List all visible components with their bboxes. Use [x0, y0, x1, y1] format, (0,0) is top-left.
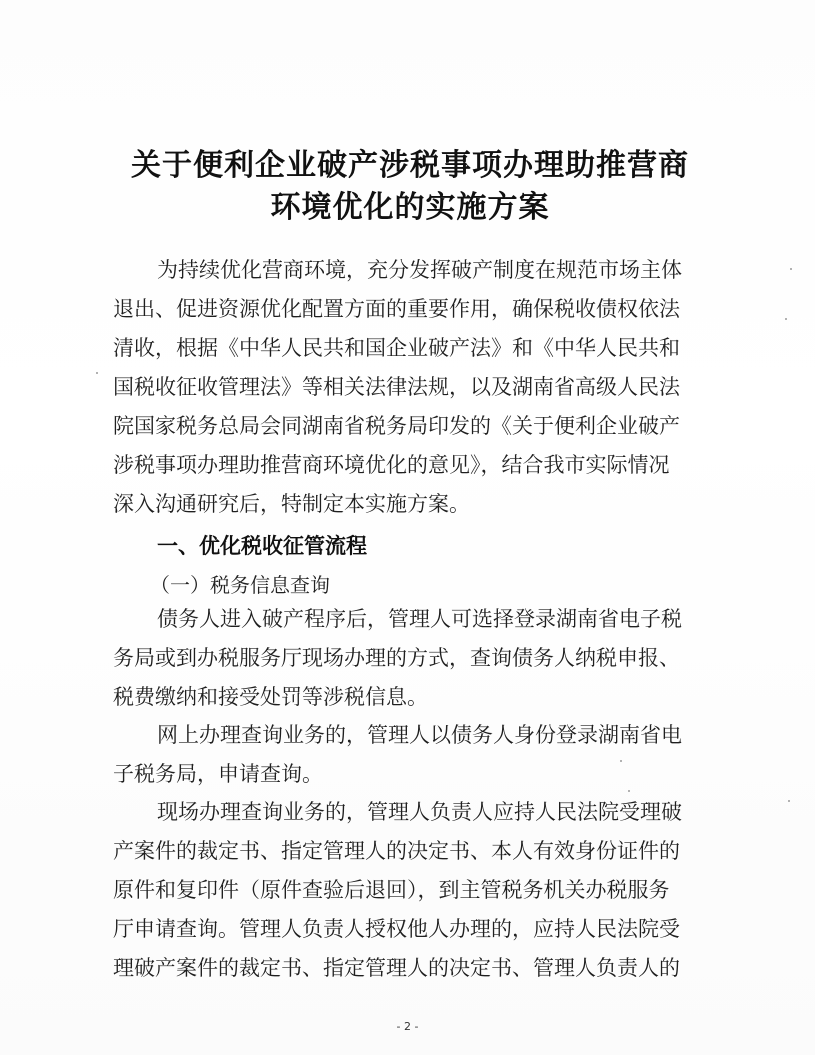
para3-line-2: 产案件的裁定书、指定管理人的决定书、本人有效身份证件的	[113, 839, 680, 863]
subsection-heading: （一）税务信息查询	[150, 573, 330, 597]
para1-line-1: 债务人进入破产程序后，管理人可选择登录湖南省电子税	[157, 607, 682, 631]
intro-line-5: 院国家税务总局会同湖南省税务局印发的《关于便利企业破产	[113, 414, 680, 438]
scan-speck	[790, 268, 792, 270]
intro-line-7: 深入沟通研究后，特制定本实施方案。	[113, 492, 470, 516]
scan-speck	[785, 318, 787, 320]
document-title-line-1: 关于便利企业破产涉税事项办理助推营商	[131, 148, 689, 183]
intro-line-4: 国税收征收管理法》等相关法律法规，以及湖南省高级人民法	[113, 375, 680, 399]
intro-line-6: 涉税事项办理助推营商环境优化的意见》，结合我市实际情况	[113, 453, 670, 477]
intro-line-2: 退出、促进资源优化配置方面的重要作用，确保税收债权依法	[113, 297, 680, 321]
para3-line-4: 厅申请查询。管理人负责人授权他人办理的，应持人民法院受	[113, 917, 680, 941]
para2-line-2: 子税务局，申请查询。	[113, 762, 323, 786]
document-title-line-2: 环境优化的实施方案	[270, 190, 550, 225]
para1-line-2: 务局或到办税服务厅现场办理的方式，查询债务人纳税申报、	[113, 646, 680, 670]
intro-line-3: 清收，根据《中华人民共和国企业破产法》和《中华人民共和	[113, 336, 680, 360]
scan-speck	[96, 372, 98, 374]
section-heading: 一、优化税收征管流程	[157, 534, 367, 558]
page-number: - 2 -	[396, 1020, 419, 1033]
para3-line-5: 理破产案件的裁定书、指定管理人的决定书、管理人负责人的	[113, 956, 680, 980]
scan-speck	[788, 800, 790, 802]
scan-speck	[620, 760, 622, 762]
para2-line-1: 网上办理查询业务的，管理人以债务人身份登录湖南省电	[157, 723, 682, 747]
para1-line-3: 税费缴纳和接受处罚等涉税信息。	[113, 685, 428, 709]
para3-line-1: 现场办理查询业务的，管理人负责人应持人民法院受理破	[157, 800, 682, 824]
scan-speck	[628, 790, 630, 792]
para3-line-3: 原件和复印件（原件查验后退回），到主管税务机关办税服务	[113, 878, 670, 902]
intro-line-1: 为持续优化营商环境，充分发挥破产制度在规范市场主体	[157, 258, 682, 282]
